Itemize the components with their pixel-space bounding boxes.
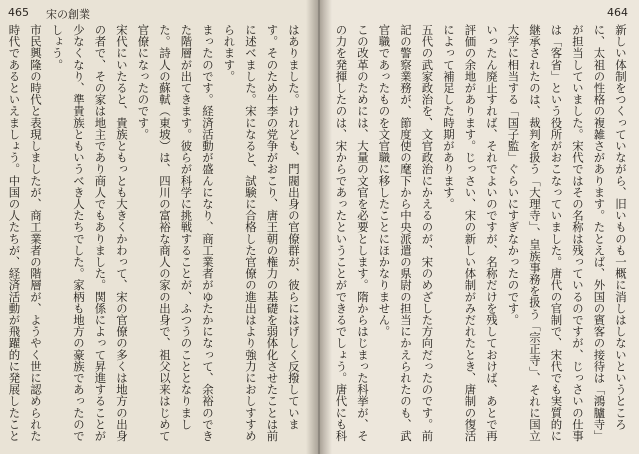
right-page	[323, 0, 639, 454]
left-page	[0, 0, 316, 454]
right-paragraph: 新しい体制をつくっていながら、旧いものも一概に消しはしないというところに、太祖の性格の複雑さがあります。たとえば、外国の賓客の接待は「鴻臚寺」が担当していました。宋代ではその名称は残っているのですが、じっさいの仕事は「客省」という役所がおこなっていました。唐代の官制で、宋代でも実質的に継承されたのは、裁判を扱う「大理寺」、皇族事務を扱う「宗正寺」、それに国立大学に相当する「国子監」ぐらいにすぎなかったのです。	[506, 24, 628, 442]
left-paragraph: 市民興隆の時代と表現しましたが、商工業者の階層が、ようやく世に認められた時代であるといえましょう。中国の人たちが、経済活動が飛躍的に発展したこと	[7, 24, 43, 442]
left-paragraph: まったのです。経済活動が盛んになり、商工業者がゆたかになって、余裕のできた階層が出てきます。彼らが科学に挑戦することが、ふつうのこととなりました。詩人の蘇軾（東坡）は、四川の富裕な商人の家の出身で、祖父以来はじめて官僚になったのです。	[136, 24, 215, 442]
right-paragraph: この改革のためには、大量の文官を必要とします。隋からはじまった科挙が、その力を発揮したのは、宋からであったということができるでしょう。唐代にも科	[334, 24, 370, 442]
left-paragraph: 宋代にいたると、貴族ともっとも大きくかわって、宋の官僚の多くは地方の出身の者で、その家は地主であり商人でもありました。関係によって昇進することが少なくなり、準貴族ともいうべき人たちでした。家柄も地方の豪族であったのでしょう。	[50, 24, 129, 442]
book-gutter	[306, 0, 332, 454]
right-page-body	[331, 24, 631, 448]
right-paragraph: いったん廃止すれば、それでよいのですが、名称だけを残しておけば、あとで再評価の余地があります。じっさい、宋の新しい体制がみだれたとき、唐制の復活によって補足した時期があります。	[442, 24, 499, 442]
right-paragraph: 五代の武家政治を、文官政治にかえるのが、宋のめざした方向だったのです。前記の警察業務が、節度使の麾下から中央派遣の県尉の担当にかえられたのも、武官職であったものを文官職に移したことにほかなりません。	[377, 24, 435, 442]
running-head: 宋の創業	[46, 8, 90, 21]
left-page-number: 465	[8, 6, 29, 19]
left-page-body	[6, 24, 304, 448]
left-paragraph: はありました。けれども、門閥出身の官僚群が、彼らにはげしく反撥しています。そのため牛李の党争がおこり、唐王朝の権力の基礎を弱体化させたことは前に述べました。宋になると、試験に合格した官僚の進出はより強力におしすすめられます。	[222, 24, 301, 442]
right-page-number: 464	[607, 6, 628, 19]
